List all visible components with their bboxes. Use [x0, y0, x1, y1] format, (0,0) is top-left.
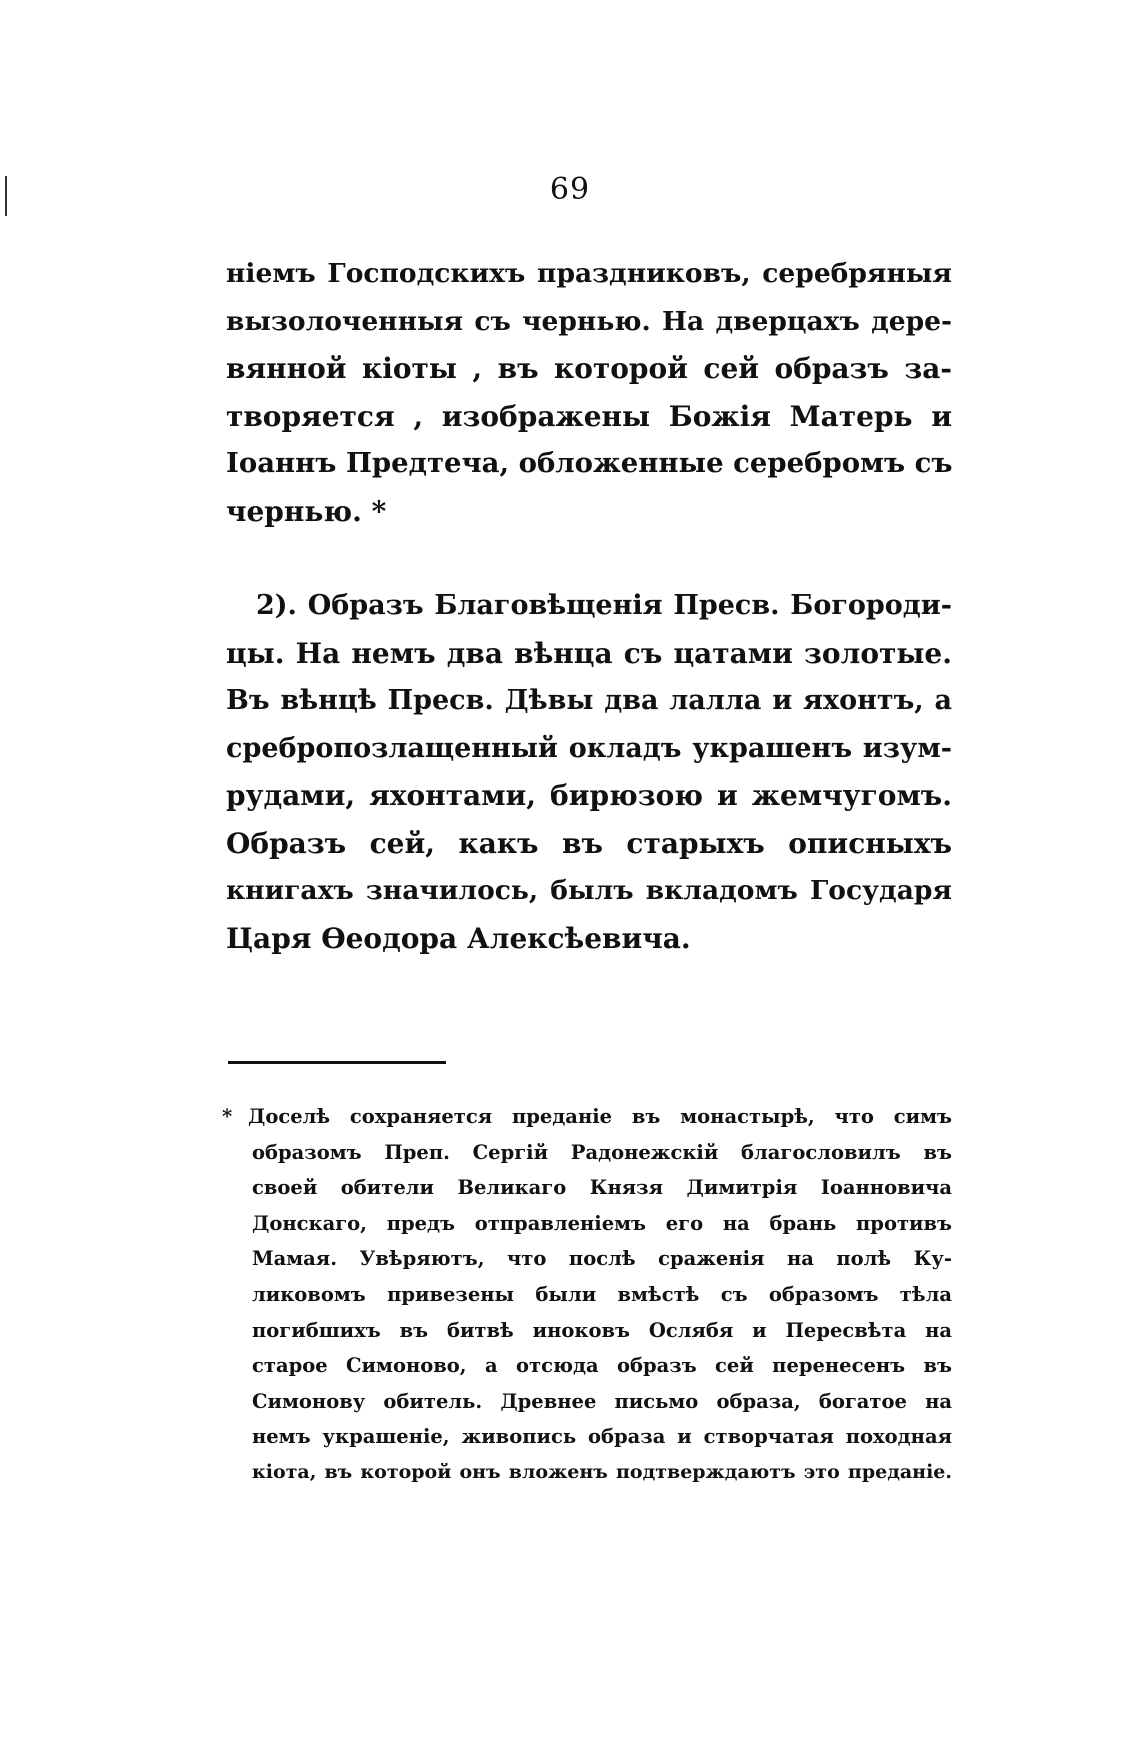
footnote-line: немъ украшеніе, живопись образа и створчатая походная	[252, 1425, 952, 1449]
text-line: Іоаннъ Предтеча, обложенные серебромъ съ	[226, 447, 953, 479]
footnote-line: Симонову обитель. Древнее письмо образа, богатое на	[252, 1389, 952, 1413]
text-line: книгахъ значилось, былъ вкладомъ Государя	[226, 875, 952, 906]
text-line: 2). Образъ Благовѣщенія Пресв. Богороди-	[256, 590, 952, 621]
text-line: рудами, яхонтами, бирюзою и жемчугомъ.	[226, 779, 952, 812]
text-line: чернью. *	[226, 494, 387, 528]
footnote-line: Донскаго, предъ отправленіемъ его на брань противъ	[252, 1211, 952, 1235]
footnote-separator	[228, 1061, 446, 1064]
text-line: Въ вѣнцѣ Пресв. Дѣвы два лалла и яхонтъ, а	[226, 685, 952, 716]
paragraph-1	[226, 250, 952, 535]
page-number: 69	[549, 172, 591, 207]
footnote-line: образомъ Преп. Сергій Радонежскій благословилъ въ	[252, 1140, 952, 1164]
footnote-line: своей обители Великаго Князя Димитрія Іоанновича	[252, 1176, 952, 1200]
text-line: цы. На немъ два вѣнца съ цатами золотые.	[226, 636, 952, 670]
text-line: сребропозлащенный окладъ украшенъ изум-	[226, 732, 952, 764]
footnote-line: погибшихъ въ битвѣ иноковъ Ослябя и Пересвѣта на	[252, 1318, 952, 1342]
footnote-line: старое Симоново, а отсюда образъ сей перенесенъ въ	[252, 1354, 952, 1378]
text-line: вызолоченныя съ чернью. На дверцахъ дере-	[226, 305, 952, 337]
text-line: вянной кіоты , въ которой сей образъ за-	[226, 352, 952, 385]
text-line: творяется , изображены Божія Матерь и	[226, 399, 952, 433]
paragraph-2	[226, 582, 952, 962]
footnote-marker: *	[222, 1105, 233, 1128]
footnote-line: Мамая. Увѣряютъ, что послѣ сраженія на полѣ Ку-	[252, 1247, 952, 1271]
paragraph-gap	[226, 535, 952, 582]
footnote-line	[222, 1099, 952, 1135]
text-line: Образъ сей, какъ въ старыхъ описныхъ	[226, 826, 952, 860]
footnote-line-text: Доселѣ сохраняется преданіе въ монастырѣ, что симъ	[248, 1105, 952, 1128]
footnote-line: кіота, въ которой онъ вложенъ подтверждаютъ это преданіе.	[252, 1460, 952, 1483]
footnote	[222, 1099, 952, 1491]
main-text	[226, 250, 952, 962]
text-line: Царя Өеодора Алексѣевича.	[226, 921, 691, 955]
footnote-line: ликовомъ привезены были вмѣстѣ съ образомъ тѣла	[252, 1282, 952, 1306]
text-line: ніемъ Господскихъ праздниковъ, серебряныя	[226, 258, 952, 289]
